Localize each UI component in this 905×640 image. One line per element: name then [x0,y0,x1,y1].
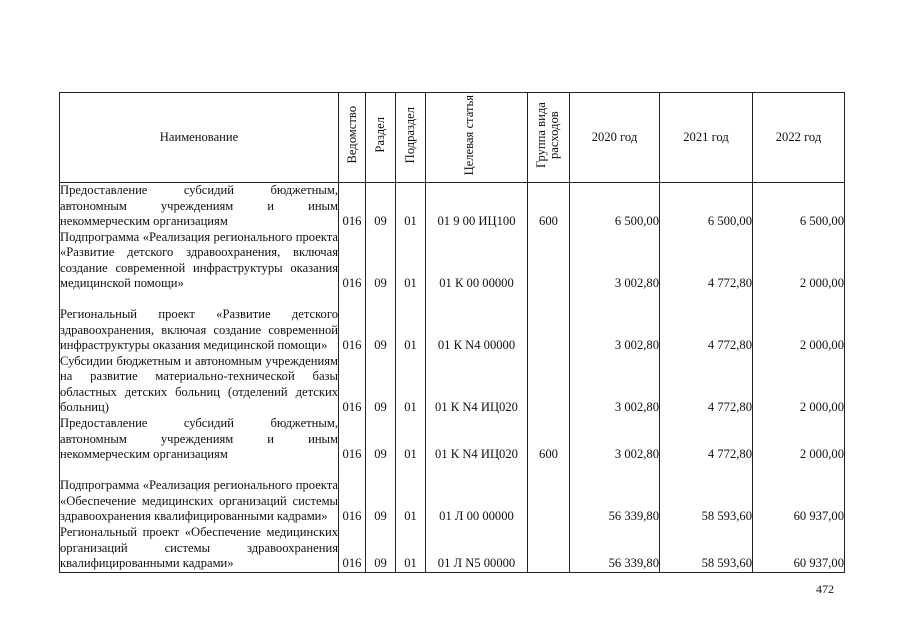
row-celevaya-statya: 01 Л 00 00000 [426,463,528,525]
row-2021: 4 772,80 [660,416,753,463]
row-celevaya-statya: 01 К N4 00000 [426,292,528,354]
row-gruppa-vida-rashodov [528,354,570,416]
row-gruppa-vida-rashodov: 600 [528,416,570,463]
row-vedomstvo: 016 [339,182,366,230]
table-row [60,463,845,525]
header-razdel: Раздел [366,93,396,183]
row-2021: 6 500,00 [660,182,753,230]
row-name: Региональный проект «Обеспечение медицинских организаций системы здравоохранения квалифицированными кадрами» [60,525,338,570]
row-name: Региональный проект «Развитие детского здравоохранения, включая создание современной инфраструктуры оказания медицинской помощи» [60,292,339,354]
table-row [60,230,845,292]
row-2022: 2 000,00 [753,292,845,354]
row-podrazdel: 01 [396,463,426,525]
table-row [60,354,845,416]
row-2020: 6 500,00 [570,182,660,230]
row-razdel: 09 [366,463,396,525]
row-podrazdel: 01 [396,230,426,292]
row-2022: 6 500,00 [753,182,845,230]
header-name: Наименование [60,93,339,183]
page-number: 472 [816,582,834,596]
row-name: Субсидии бюджетным и автономным учреждениям на развитие материально-технической базы областных детских больниц (отделений детских больниц) [60,353,338,414]
header-gruppa-vida-rashodov: Группа вида расходов [528,93,570,183]
row-gruppa-vida-rashodov [528,292,570,354]
row-2022: 2 000,00 [753,416,845,463]
row-celevaya-statya: 01 К N4 ИЦ020 [426,416,528,463]
row-name: Подпрограмма «Реализация регионального проекта «Обеспечение медицинских организаций системы здравоохранения квалифицированными кадрами» [60,463,339,525]
row-vedomstvo: 016 [339,230,366,292]
row-podrazdel: 01 [396,292,426,354]
row-gruppa-vida-rashodov [528,230,570,292]
header-2021: 2021 год [660,93,753,183]
row-2020: 56 339,80 [570,463,660,525]
table-row [60,416,845,463]
row-podrazdel: 01 [396,182,426,230]
row-2021: 4 772,80 [660,354,753,416]
row-2020: 3 002,80 [570,230,660,292]
header-podrazdel: Подраздел [396,93,426,183]
row-2022: 2 000,00 [753,354,845,416]
budget-table [59,92,845,573]
row-razdel: 09 [366,230,396,292]
header-2020: 2020 год [570,93,660,183]
row-2020: 3 002,80 [570,416,660,463]
row-razdel: 09 [366,292,396,354]
row-2021: 58 593,60 [660,463,753,525]
row-name: Предоставление субсидий бюджетным, автономным учреждениям и иным некоммерческим организациям [60,416,338,461]
row-vedomstvo: 016 [339,416,366,463]
row-vedomstvo: 016 [339,525,366,573]
row-celevaya-statya: 01 9 00 ИЦ100 [426,182,528,230]
table-row [60,182,845,230]
header-vedomstvo: Ведомство [339,93,366,183]
row-celevaya-statya: 01 К 00 00000 [426,230,528,292]
header-celevaya-statya: Целевая статья [426,93,528,183]
row-2022: 60 937,00 [753,463,845,525]
row-vedomstvo: 016 [339,292,366,354]
row-2021: 4 772,80 [660,230,753,292]
row-2020: 3 002,80 [570,292,660,354]
row-razdel: 09 [366,416,396,463]
row-celevaya-statya: 01 К N4 ИЦ020 [426,354,528,416]
row-name: Подпрограмма «Реализация регионального проекта «Развитие детского здравоохранения, включая создание современной инфраструктуры оказания медицинской помощи» [60,229,338,290]
row-gruppa-vida-rashodov: 600 [528,182,570,230]
table-row [60,525,845,573]
row-2020: 3 002,80 [570,354,660,416]
row-celevaya-statya: 01 Л N5 00000 [426,525,528,573]
row-name: Предоставление субсидий бюджетным, автономным учреждениям и иным некоммерческим организациям [60,183,338,228]
row-2020: 56 339,80 [570,525,660,573]
table-row [60,292,845,354]
row-razdel: 09 [366,182,396,230]
row-razdel: 09 [366,354,396,416]
row-2022: 60 937,00 [753,525,845,573]
row-vedomstvo: 016 [339,354,366,416]
row-gruppa-vida-rashodov [528,463,570,525]
row-2022: 2 000,00 [753,230,845,292]
table-header-row [60,93,845,183]
row-razdel: 09 [366,525,396,573]
row-podrazdel: 01 [396,416,426,463]
row-2021: 4 772,80 [660,292,753,354]
row-vedomstvo: 016 [339,463,366,525]
header-2022: 2022 год [753,93,845,183]
row-gruppa-vida-rashodov [528,525,570,573]
row-2021: 58 593,60 [660,525,753,573]
row-podrazdel: 01 [396,525,426,573]
row-podrazdel: 01 [396,354,426,416]
